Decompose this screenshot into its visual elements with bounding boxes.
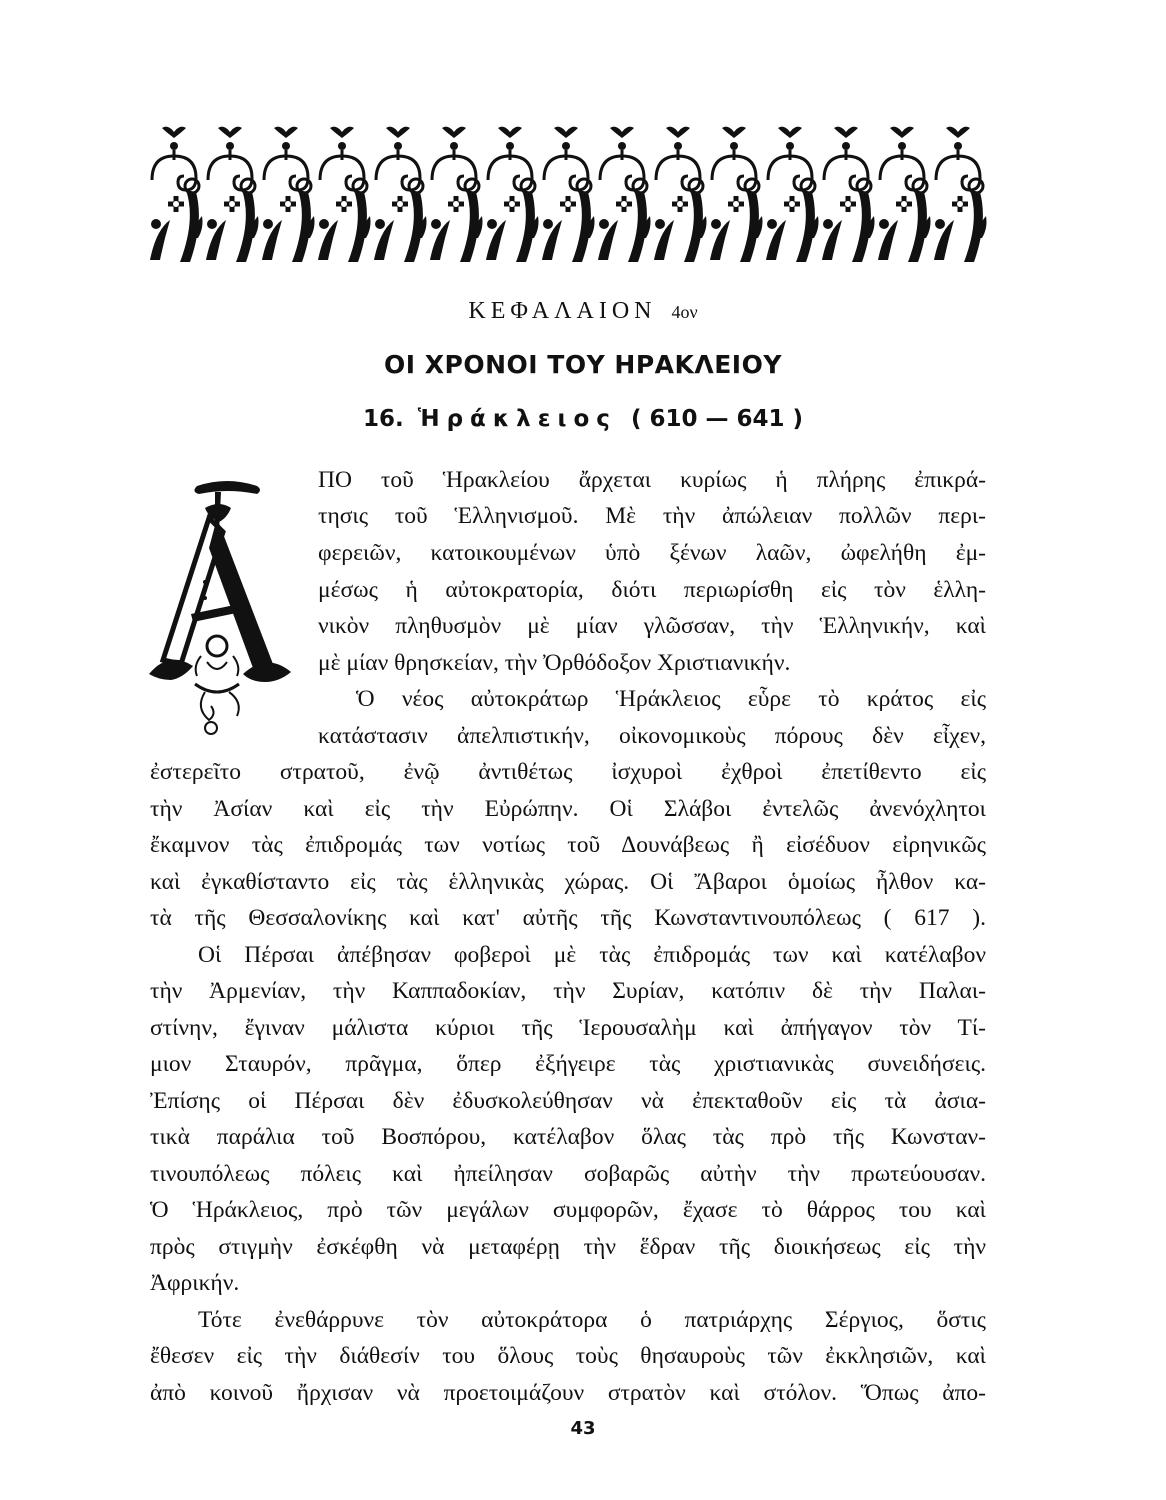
text-line: τὴν Ἀσίαν καὶ εἰς τὴν Εὐρώπην. Οἱ Σλάβοι ἐντελῶς ἀνενόχλητοι [150,796,986,822]
text-line: ἔκαμνον τὰς ἐπιδρομάς των νοτίως τοῦ Δουνάβεως ἢ εἰσέδυον εἰρηνικῶς [150,832,986,858]
section-number: 16. [362,406,404,432]
text-line: μέσως ἡ αὐτοκρατορία, διότι περιωρίσθη εἰς τὸν ἑλλη- [318,577,986,603]
text-line: ΠΟ τοῦ Ἡρακλείου ἄρχεται κυρίως ἡ πλήρης ἐπικρά- [318,467,986,493]
text-line: φερειῶν, κατοικουμένων ὑπὸ ξένων λαῶν, ὠφελήθη ἐμ- [318,540,986,566]
text-line: μὲ μίαν θρησκείαν, τὴν Ὀρθόδοξον Χριστιανικήν. [318,650,791,676]
text-line: Οἱ Πέρσαι ἀπέβησαν φοβεροὶ μὲ τὰς ἐπιδρομάς των καὶ κατέλαβον [198,942,986,968]
text-line: μιον Σταυρόν, πρᾶγμα, ὅπερ ἐξήγειρε τὰς χριστιανικὰς συνειδήσεις. [150,1051,986,1077]
page-number: 43 [570,1418,596,1439]
ornamental-header-band [146,120,996,270]
text-line: ἀπὸ κοινοῦ ἤρχισαν νὰ προετοιμάζουν στρατὸν καὶ στόλον. Ὅπως ἀπο- [150,1380,986,1406]
text-line: νικὸν πληθυσμὸν μὲ μίαν γλῶσσαν, τὴν Ἑλληνικήν, καὶ [318,613,986,639]
section-dates: ( 610 — 641 ) [630,406,804,432]
text-line: καὶ ἐγκαθίσταντο εἰς τὰς ἑλληνικὰς χώρας. Οἱ Ἄβαροι ὁμοίως ἦλθον κα- [150,869,986,895]
text-line: πρὸς στιγμὴν ἐσκέφθη νὰ μεταφέρῃ τὴν ἕδραν τῆς διοικήσεως εἰς τὴν [150,1234,986,1260]
text-line: ἔθεσεν εἰς τὴν διάθεσίν του ὅλους τοὺς θησαυροὺς τῶν ἐκκλησιῶν, καὶ [150,1343,986,1369]
chapter-label-text: ΚΕΦΑΛΑΙΟΝ [468,298,657,324]
text-line: τησις τοῦ Ἑλληνισμοῦ. Μὲ τὴν ἀπώλειαν πολλῶν περι- [318,503,986,529]
text-line: κατάστασιν ἀπελπιστικήν, οἰκονομικοὺς πόρους δὲν εἶχεν, [318,723,986,749]
text-line: Ὁ Ἡράκλειος, πρὸ τῶν μεγάλων συμφορῶν, ἔχασε τὸ θάρρος του καὶ [150,1197,986,1223]
text-line: τικὰ παράλια τοῦ Βοσπόρου, κατέλαβον ὅλας τὰς πρὸ τῆς Κωνσταν- [150,1124,986,1150]
chapter-label [0,298,1166,325]
text-line: τινουπόλεως πόλεις καὶ ἠπείλησαν σοβαρῶς αὐτὴν τὴν πρωτεύουσαν. [150,1161,986,1187]
text-line: Ἐπίσης οἱ Πέρσαι δὲν ἐδυσκολεύθησαν νὰ ἐπεκταθοῦν εἰς τὰ ἀσια- [150,1088,986,1114]
section-heading [0,406,1166,432]
text-line: ἐστερεῖτο στρατοῦ, ἐνῷ ἀντιθέτως ἰσχυροὶ ἐχθροὶ ἐπετίθεντο εἰς [150,759,986,785]
text-line: τὴν Ἀρμενίαν, τὴν Καππαδοκίαν, τὴν Συρίαν, κατόπιν δὲ τὴν Παλαι- [150,978,986,1004]
text-line: τὰ τῆς Θεσσαλονίκης καὶ κατ' αὐτῆς τῆς Κωνσταντινουπόλεως ( 617 ). [150,905,986,931]
text-line: Τότε ἐνεθάρρυνε τὸν αὐτοκράτορα ὁ πατριάρχης Σέργιος, ὅστις [198,1307,986,1333]
text-line: Ἀφρικήν. [150,1270,240,1296]
ornamental-drop-cap [145,478,295,748]
text-line: Ὁ νέος αὐτοκράτωρ Ἡράκλειος εὗρε τὸ κράτος εἰς [356,686,986,712]
section-name: Ἡράκλειος [417,406,617,432]
chapter-ordinal: 4ον [671,302,698,322]
chapter-title: ΟΙ ΧΡΟΝΟΙ ΤΟΥ ΗΡΑΚΛΕΙΟΥ [384,350,782,379]
text-line: στίνην, ἔγιναν μάλιστα κύριοι τῆς Ἱερουσαλὴμ καὶ ἀπήγαγον τὸν Τί- [150,1015,986,1041]
